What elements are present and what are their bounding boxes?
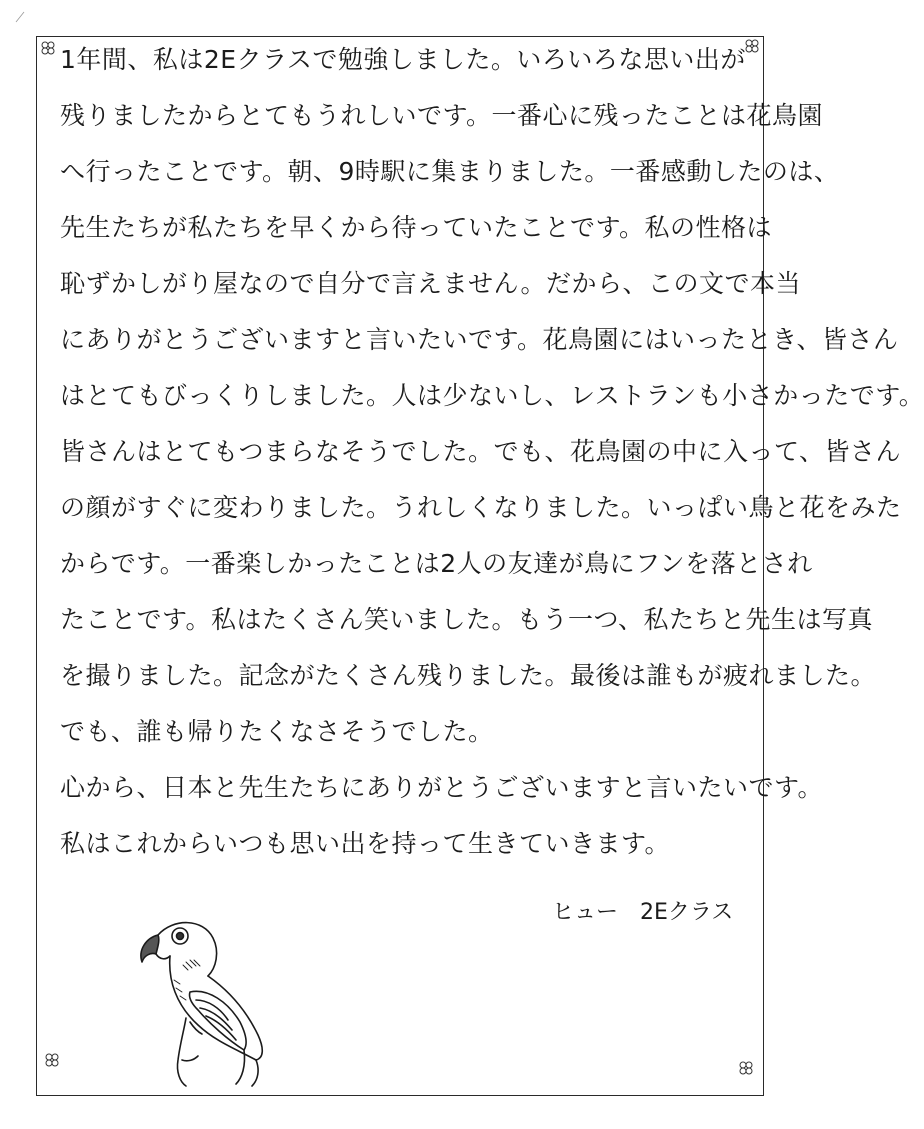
- letter-line: を撮りました。記念がたくさん残りました。最後は誰もが疲れました。: [60, 661, 877, 690]
- signature: ヒュー 2Eクラス: [552, 900, 734, 925]
- letter-line: たことです。私はたくさん笑いました。もう一つ、私たちと先生は写真: [60, 605, 874, 634]
- scan-mark-icon: [14, 10, 28, 24]
- letter-line: 皆さんはとてもつまらなそうでした。でも、花鳥園の中に入って、皆さん: [60, 437, 902, 466]
- flower-doodle-icon: [44, 1052, 60, 1068]
- letter-line: 恥ずかしがり屋なので自分で言えません。だから、この文で本当: [60, 269, 802, 298]
- letter-line: はとてもびっくりしました。人は少ないし、レストランも小さかったです。: [60, 381, 924, 410]
- flower-doodle-icon: [40, 40, 56, 56]
- letter-line: 1年間、私は2Eクラスで勉強しました。いろいろな思い出が: [60, 45, 746, 74]
- parrot-drawing: [128, 910, 288, 1090]
- letter-line: の顔がすぐに変わりました。うれしくなりました。いっぱい鳥と花をみた: [60, 493, 902, 522]
- letter-line: 心から、日本と先生たちにありがとうございますと言いたいです。: [60, 773, 824, 802]
- letter-line: 私はこれからいつも思い出を持って生きていきます。: [60, 829, 671, 858]
- flower-doodle-icon: [738, 1060, 754, 1076]
- letter-line: へ行ったことです。朝、9時駅に集まりました。一番感動したのは、: [60, 157, 840, 186]
- letter-line: にありがとうございますと言いたいです。花鳥園にはいったとき、皆さん: [60, 325, 899, 354]
- letter-line: 先生たちが私たちを早くから待っていたことです。私の性格は: [60, 213, 773, 242]
- letter-line: でも、誰も帰りたくなさそうでした。: [60, 717, 494, 746]
- letter-line: 残りましたからとてもうれしいです。一番心に残ったことは花鳥園: [60, 101, 824, 130]
- letter-line: からです。一番楽しかったことは2人の友達が鳥にフンを落とされ: [60, 549, 813, 578]
